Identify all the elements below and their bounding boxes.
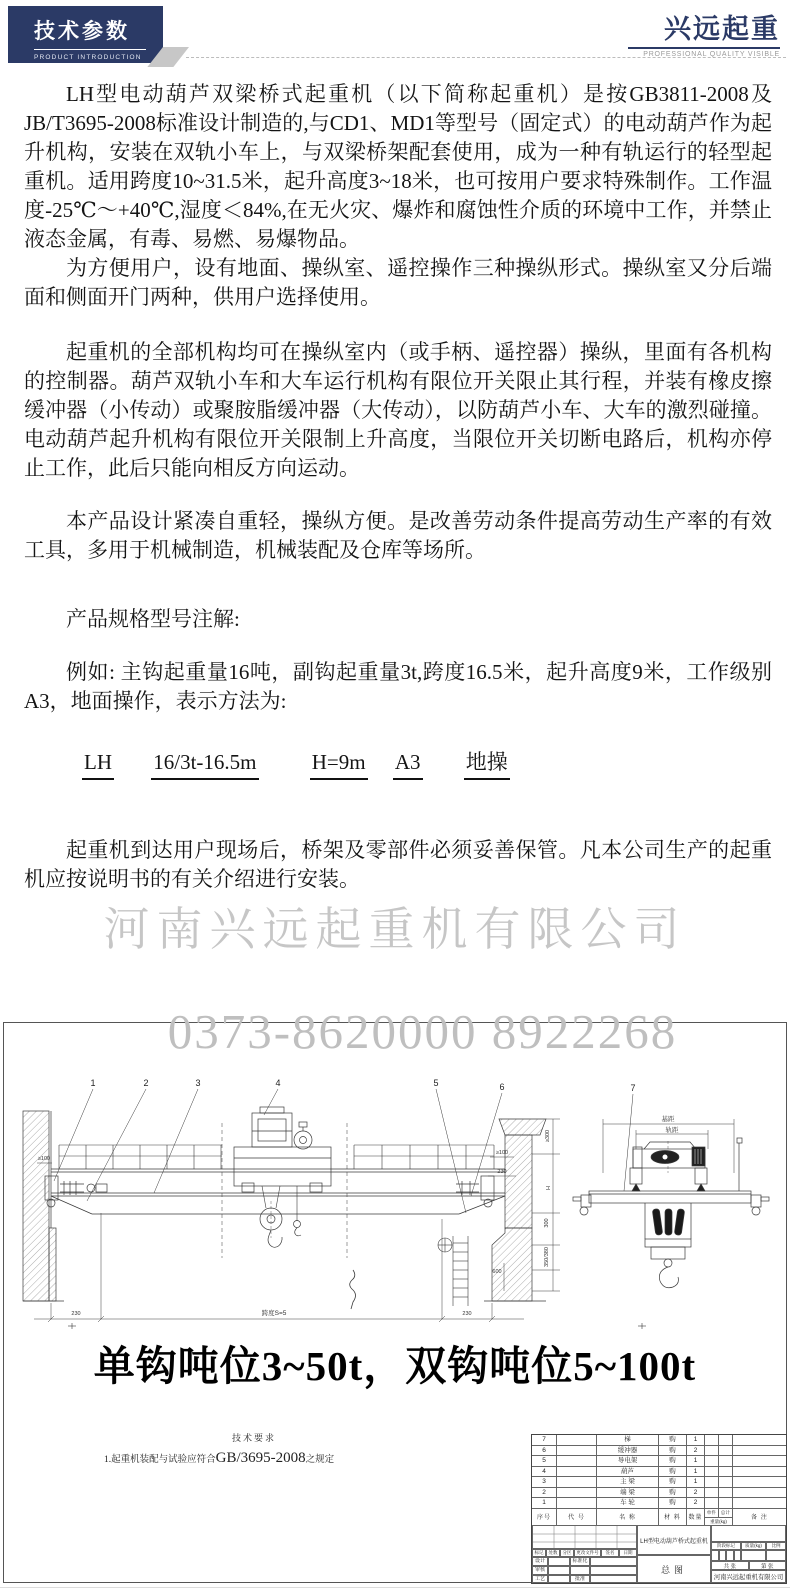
bom-header-weight: 重量(kg) — [710, 1518, 727, 1524]
callout-3: 3 — [195, 1078, 201, 1088]
bom-total-weight — [719, 1467, 733, 1478]
header-badge — [8, 6, 163, 63]
bom-unit-weight — [705, 1488, 719, 1499]
dim-350-380: 350/380 — [544, 1247, 550, 1267]
formula-duty-class: A3 — [393, 748, 423, 780]
drawing-type: 总图 — [637, 1555, 711, 1583]
callout-4: 4 — [275, 1078, 281, 1088]
brand-block — [628, 16, 780, 58]
bom-no: 3 — [532, 1477, 557, 1488]
scale-label: 比例 — [766, 1542, 786, 1550]
document-body — [24, 80, 772, 894]
stage-header-strip — [711, 1542, 786, 1550]
bom-header-no: 序号 — [532, 1509, 557, 1526]
right-blank-band — [711, 1525, 786, 1542]
bom-no: 1 — [532, 1498, 557, 1509]
bom-code — [557, 1456, 597, 1467]
role-design: 设计 — [532, 1557, 548, 1566]
bom-total-weight — [719, 1488, 733, 1499]
role-audit: 审核 — [532, 1566, 548, 1575]
dim-top-clearance: ≥300 — [545, 1129, 551, 1143]
role-blank — [570, 1566, 590, 1575]
dim-side-clearance: ≥100 — [495, 1150, 509, 1156]
bom-unit-weight — [705, 1498, 719, 1509]
bom-row — [532, 1446, 786, 1457]
bom-row — [532, 1435, 786, 1446]
tech-requirements — [104, 1431, 404, 1467]
stage-cell — [734, 1550, 742, 1561]
role-blank — [548, 1566, 570, 1575]
bom-name: 主 梁 — [597, 1477, 659, 1488]
rev-date: 日期 — [619, 1549, 637, 1557]
tech-requirements-item — [104, 1450, 404, 1467]
rev-mark: 标记 — [532, 1549, 546, 1557]
bom-unit-weight — [705, 1456, 719, 1467]
company-name: 河南兴远起重机有限公司 — [711, 1570, 786, 1583]
bom-material: 购 — [659, 1477, 687, 1488]
dim-gauge-inner: 轨距 — [665, 1127, 679, 1134]
sheet-number: 第 张 — [749, 1561, 787, 1570]
front-view — [23, 1107, 646, 1329]
bom-material: 购 — [659, 1488, 687, 1499]
intro-paragraph-3: 起重机的全部机构均可在操纵室内（或手柄、遥控器）操纵，里面有各机构的控制器。葫芦双轨小车和大车运行机构有限位开关限止其行程，并装有橡皮擦缓冲器（小传动）或聚胺脂缓冲器（大传动），以防葫芦小车、大车的激烈碰撞。电动葫芦起升机构有限位开关限制上升高度，当限位开关切断电路后，机构亦停止工作，此后只能向相反方向运动。 — [24, 340, 772, 480]
role-process: 工艺 — [532, 1575, 548, 1583]
dim-span: 跨度S=5 — [261, 1310, 287, 1317]
brand-name: 兴远起重 — [664, 14, 780, 44]
bom-code — [557, 1477, 597, 1488]
role-blank — [548, 1575, 570, 1583]
bom-unit-weight — [705, 1435, 719, 1446]
drawing-area — [3, 1022, 787, 1583]
callout-5: 5 — [433, 1078, 439, 1088]
dim-height-h: H — [546, 1186, 552, 1190]
crane-drawing-svg — [4, 1023, 786, 1331]
bom-row — [532, 1456, 786, 1467]
bom-total-weight — [719, 1498, 733, 1509]
bom-material: 购 — [659, 1456, 687, 1467]
bom-unit-weight — [705, 1477, 719, 1488]
bom-no: 5 — [532, 1456, 557, 1467]
bom-note — [733, 1488, 786, 1499]
storage-note: 起重机到达用户现场后，桥架及零部件必须妥善保管。凡本公司生产的起重机应按说明书的有关介绍进行安装。 — [24, 838, 772, 891]
bom-note — [733, 1456, 786, 1467]
role-approve: 批准 — [570, 1575, 590, 1583]
mass-cell — [741, 1550, 766, 1561]
bom-header-material: 材 料 — [659, 1509, 687, 1526]
bom-note — [733, 1446, 786, 1457]
dim-bottom-left-230: 230 — [71, 1311, 81, 1317]
stage-cell — [726, 1550, 734, 1561]
bom-no: 7 — [532, 1435, 557, 1446]
bom-total-weight — [719, 1456, 733, 1467]
bom-row — [532, 1488, 786, 1499]
intro-paragraph-1: LH型电动葫芦双梁桥式起重机（以下简称起重机）是按GB3811-2008及JB/T3695-2008标准设计制造的,与CD1、MD1等型号（固定式）的电动葫芦作为起升机构，安装在双轨小车上，与双梁桥架配套使用，成为一种有轨运行的轻型起重机。适用跨度10~31.5米，起升高度3~18米，也可按用户要求特殊制作。工作温度-25℃～+40℃,湿度＜84%,在无火灾、爆炸和腐蚀性介质的环境中工作，并禁止液态金属，有毒、易燃、易爆物品。 — [24, 82, 772, 251]
role-blank — [590, 1575, 637, 1583]
callout-7: 7 — [630, 1083, 636, 1093]
badge-subtitle: PRODUCT INTRODUCTION — [34, 54, 142, 61]
dim-rail-offset: 230 — [497, 1169, 507, 1175]
formula-control-mode: 地操 — [464, 748, 510, 780]
bom-header-weight-group — [705, 1509, 733, 1526]
bom-qty: 2 — [687, 1446, 705, 1457]
stage-cell — [711, 1550, 719, 1561]
sheet-row — [711, 1561, 786, 1570]
capacity-headline: 单钩吨位3~50t，双钩吨位5~100t — [93, 1343, 697, 1389]
bom-material: 购 — [659, 1498, 687, 1509]
bom-unit-weight — [705, 1446, 719, 1457]
bom-note — [733, 1498, 786, 1509]
bom-material: 购 — [659, 1467, 687, 1478]
callout-numbers — [90, 1078, 635, 1093]
bom-qty: 1 — [687, 1456, 705, 1467]
bom-header-total: 总计 — [720, 1509, 730, 1515]
bom-code — [557, 1435, 597, 1446]
intro-paragraph-2: 为方便用户，设有地面、操纵室、遥控操作三种操纵形式。操纵室又分后端面和侧面开门两种，供用户选择使用。 — [24, 256, 772, 309]
watermark-company: 河南兴远起重机有限公司 — [103, 904, 687, 955]
callout-6: 6 — [499, 1082, 505, 1092]
bom-header-code: 代 号 — [557, 1509, 597, 1526]
role-blank — [590, 1557, 637, 1566]
bom-code — [557, 1446, 597, 1457]
formula-capacity-span: 16/3t-16.5m — [151, 748, 258, 780]
tech-req-prefix: 1.起重机装配与试验应符合 — [104, 1455, 216, 1465]
formula-height: H=9m — [310, 748, 368, 780]
end-view-girder — [573, 1138, 769, 1215]
span-dimension — [34, 1213, 524, 1322]
dim-300: 300 — [544, 1218, 550, 1228]
stage-cells — [711, 1550, 786, 1561]
bom-code — [557, 1498, 597, 1509]
bom-material: 购 — [659, 1446, 687, 1457]
bom-total-weight — [719, 1446, 733, 1457]
mass-label: 质量(kg) — [741, 1542, 766, 1550]
rev-doc-no: 更改文件号 — [574, 1549, 601, 1557]
callout-2: 2 — [143, 1078, 149, 1088]
bom-row — [532, 1498, 786, 1509]
stage-label: 阶段标记 — [711, 1542, 741, 1550]
role-blank — [548, 1557, 570, 1566]
tech-requirements-title: 技术要求 — [231, 1433, 276, 1443]
bom-no: 6 — [532, 1446, 557, 1457]
bom-header-note: 备 注 — [751, 1515, 768, 1522]
dim-600: 600 — [492, 1269, 502, 1275]
role-row-design — [532, 1557, 637, 1566]
dim-gauge-outer: 基距 — [661, 1116, 675, 1123]
hoist-trolley — [234, 1107, 331, 1247]
dim-bottom-right-230: 230 — [462, 1311, 472, 1317]
bom-name: 端 梁 — [597, 1488, 659, 1499]
bom-total-weight — [719, 1435, 733, 1446]
bom-header-unit: 单件 — [705, 1509, 719, 1517]
drawing-title: LH型电动葫芦桥式起重机 — [637, 1525, 711, 1555]
formula-model: LH — [82, 748, 114, 780]
bridge-girder — [51, 1169, 505, 1214]
bom-no: 4 — [532, 1467, 557, 1478]
bom-material: 购 — [659, 1435, 687, 1446]
role-row-process — [532, 1575, 637, 1583]
bom-name: 车 轮 — [597, 1498, 659, 1509]
fold-marks — [68, 1323, 646, 1329]
bom-header-name: 名 称 — [597, 1509, 659, 1526]
bom-note — [733, 1477, 786, 1488]
bom-code — [557, 1488, 597, 1499]
rev-count: 处数 — [546, 1549, 560, 1557]
tech-req-suffix: 之规定 — [305, 1455, 335, 1465]
bom-note — [733, 1467, 786, 1478]
brand-rule — [628, 47, 780, 49]
bom-name: 导电架 — [597, 1456, 659, 1467]
bom-code — [557, 1467, 597, 1478]
stage-cell — [719, 1550, 727, 1561]
dim-left-gap: ≥100 — [37, 1156, 51, 1162]
end-view-hoist — [630, 1141, 707, 1191]
brand-tagline: PROFESSIONAL QUALITY VISIBLE — [643, 51, 780, 58]
bom-qty: 1 — [687, 1435, 705, 1446]
bom-unit-weight — [705, 1467, 719, 1478]
bom-header-qty: 数量 — [687, 1509, 705, 1526]
bom-qty: 1 — [687, 1467, 705, 1478]
bom-no: 2 — [532, 1488, 557, 1499]
revision-grid — [532, 1525, 637, 1549]
model-formula — [24, 748, 772, 780]
tech-req-standard-code: GB/3695-2008 — [215, 1450, 306, 1466]
left-wall — [23, 1111, 64, 1301]
callout-leaders — [54, 1089, 633, 1213]
bom-row — [532, 1467, 786, 1478]
spec-heading: 产品规格型号注解: — [66, 607, 240, 631]
intro-paragraph-4: 本产品设计紧凑自重轻，操纵方便。是改善劳动条件提高劳动生产率的有效工具，多用于机械制造，机械装配及仓库等场所。 — [24, 509, 772, 562]
callout-1: 1 — [90, 1078, 96, 1088]
bom-row — [532, 1477, 786, 1488]
sheet-total: 共 张 — [711, 1561, 749, 1570]
role-blank — [590, 1566, 637, 1575]
scale-cell — [766, 1550, 786, 1561]
dimension-labels — [38, 1114, 679, 1317]
access-ladder — [438, 1236, 468, 1306]
revision-header-strip — [532, 1549, 637, 1557]
bom-total-weight — [719, 1477, 733, 1488]
bom-qty: 2 — [687, 1488, 705, 1499]
watermark-phone: 0373-8620000 8922268 — [167, 1004, 678, 1059]
badge-underline — [34, 49, 146, 50]
pendant-cable — [350, 1270, 356, 1309]
bom-header — [532, 1509, 786, 1527]
bom-name: 梯 — [597, 1435, 659, 1446]
bom-qty: 1 — [687, 1477, 705, 1488]
rev-zone: 分区 — [560, 1549, 574, 1557]
role-standardize: 标准化 — [570, 1557, 590, 1566]
bom-note — [733, 1435, 786, 1446]
title-block — [531, 1434, 787, 1584]
bom-qty: 2 — [687, 1498, 705, 1509]
role-row-audit — [532, 1566, 637, 1575]
end-view — [573, 1119, 769, 1288]
bom-name: 缓冲器 — [597, 1446, 659, 1457]
rev-signature: 签名 — [601, 1549, 619, 1557]
walkway-railing — [59, 1145, 494, 1169]
end-view-hook-block — [645, 1203, 691, 1288]
spec-example: 例如: 主钩起重量16吨，副钩起重量3t,跨度16.5米，起升高度9米，工作级别A3，地面操作，表示方法为: — [24, 660, 772, 713]
badge-title: 技术参数 — [34, 20, 130, 43]
bom-name: 葫芦 — [597, 1467, 659, 1478]
